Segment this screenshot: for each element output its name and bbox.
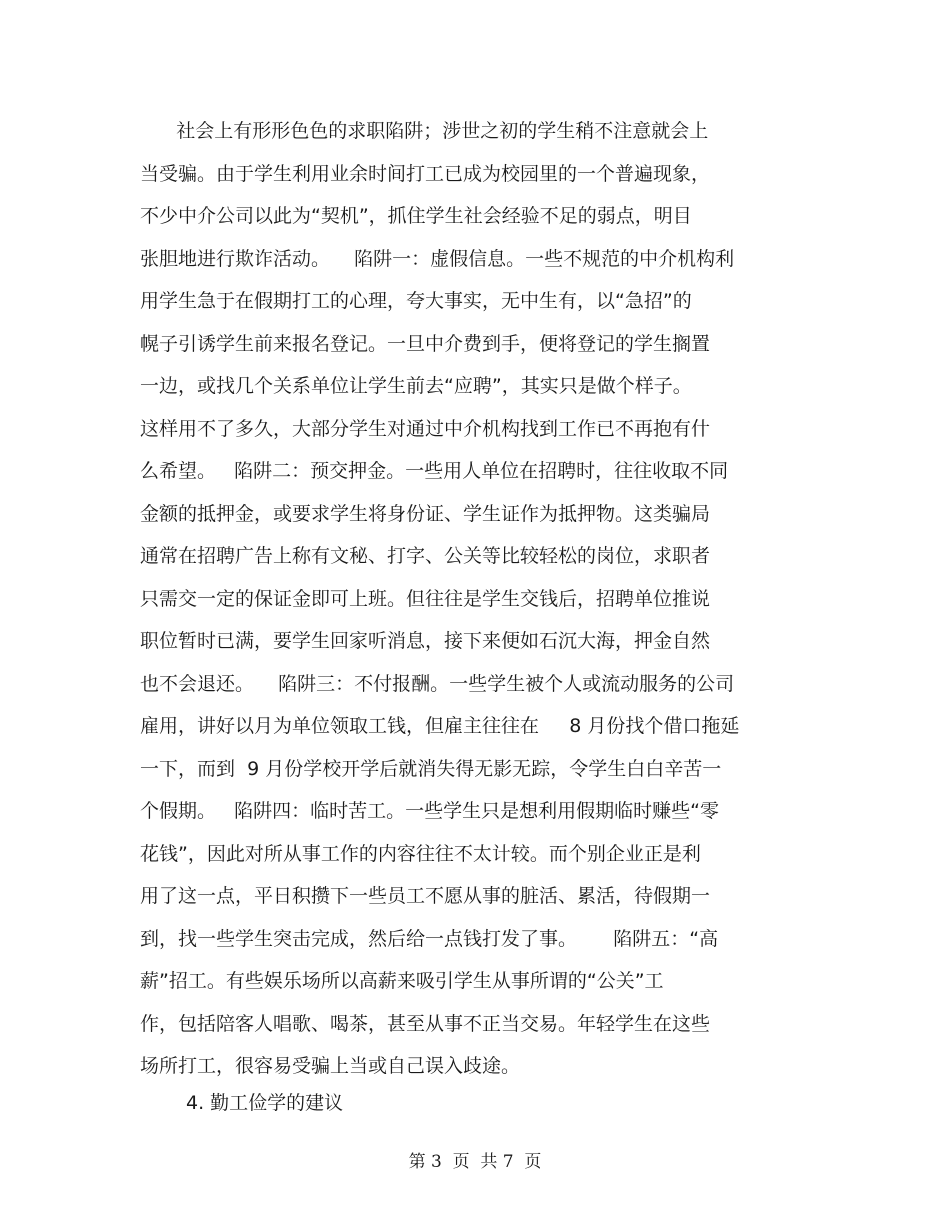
text-line: 用了这一点，平日积攒下一些员工不愿从事的脏活、累活，待假期一 xyxy=(140,885,711,907)
text-line: 花钱”，因此对所从事工作的内容往往不太计较。而个别企业正是利 xyxy=(140,842,701,865)
text-line: 职位暂时已满，要学生回家听消息，接下来便如石沉大海，押金自然 xyxy=(140,630,711,652)
text-line: 作，包括陪客人唱歌、喝茶，甚至从事不正当交易。年轻学生在这些 xyxy=(140,1012,711,1035)
text-line: 到，找一些学生突击完成，然后给一点钱打发了事。 陷阱五：“高 xyxy=(140,927,719,950)
text-line: 张胆地进行欺诈活动。 陷阱一：虚假信息。一些不规范的中介机构利 xyxy=(140,247,735,270)
text-line: 一边，或找几个关系单位让学生前去“应聘”，其实只是做个样子。 xyxy=(140,375,692,397)
page-number-footer: 第 3 页 共 7 页 xyxy=(408,1152,542,1172)
text-line: 场所打工，很容易受骗上当或自己误入歧途。 xyxy=(140,1055,521,1077)
text-line: 金额的抵押金，或要求学生将身份证、学生证作为抵押物。这类骗局 xyxy=(140,502,711,525)
text-line: 用学生急于在假期打工的心理，夸大事实，无中生有，以“急招”的 xyxy=(140,290,692,312)
text-line: 个假期。 陷阱四：临时苦工。一些学生只是想利用假期临时赚些“零 xyxy=(140,800,719,822)
text-line: 幌子引诱学生前来报名登记。一旦中介费到手，便将登记的学生搁置 xyxy=(140,332,711,355)
text-line: 当受骗。由于学生利用业余时间打工已成为校园里的一个普遍现象， xyxy=(140,162,711,185)
text-line: 也不会退还。 陷阱三：不付报酬。一些学生被个人或流动服务的公司 xyxy=(140,672,735,695)
body-paragraph xyxy=(140,110,790,1088)
text-line: 不少中介公司以此为“契机”，抓住学生社会经验不足的弱点，明目 xyxy=(140,205,692,227)
text-line: 雇用，讲好以月为单位领取工钱，但雇主往往在 8 月份找个借口拖延 xyxy=(140,715,740,737)
section-heading: 4. 勤工俭学的建议 xyxy=(186,1092,344,1114)
text-line: 社会上有形形色色的求职陷阱；涉世之初的学生稍不注意就会上 xyxy=(140,120,709,142)
text-line: 么希望。 陷阱二：预交押金。一些用人单位在招聘时，往往收取不同 xyxy=(140,460,729,482)
text-line: 一下，而到 9 月份学校开学后就消失得无影无踪，令学生白白辛苦一 xyxy=(140,757,722,780)
text-line: 通常在招聘广告上称有文秘、打字、公关等比较轻松的岗位，求职者 xyxy=(140,545,711,567)
text-line: 只需交一定的保证金即可上班。但往往是学生交钱后，招聘单位推说 xyxy=(140,587,711,610)
text-line: 这样用不了多久，大部分学生对通过中介机构找到工作已不再抱有什 xyxy=(140,417,711,440)
text-line: 薪”招工。有些娱乐场所以高薪来吸引学生从事所谓的“公关”工 xyxy=(140,970,664,992)
